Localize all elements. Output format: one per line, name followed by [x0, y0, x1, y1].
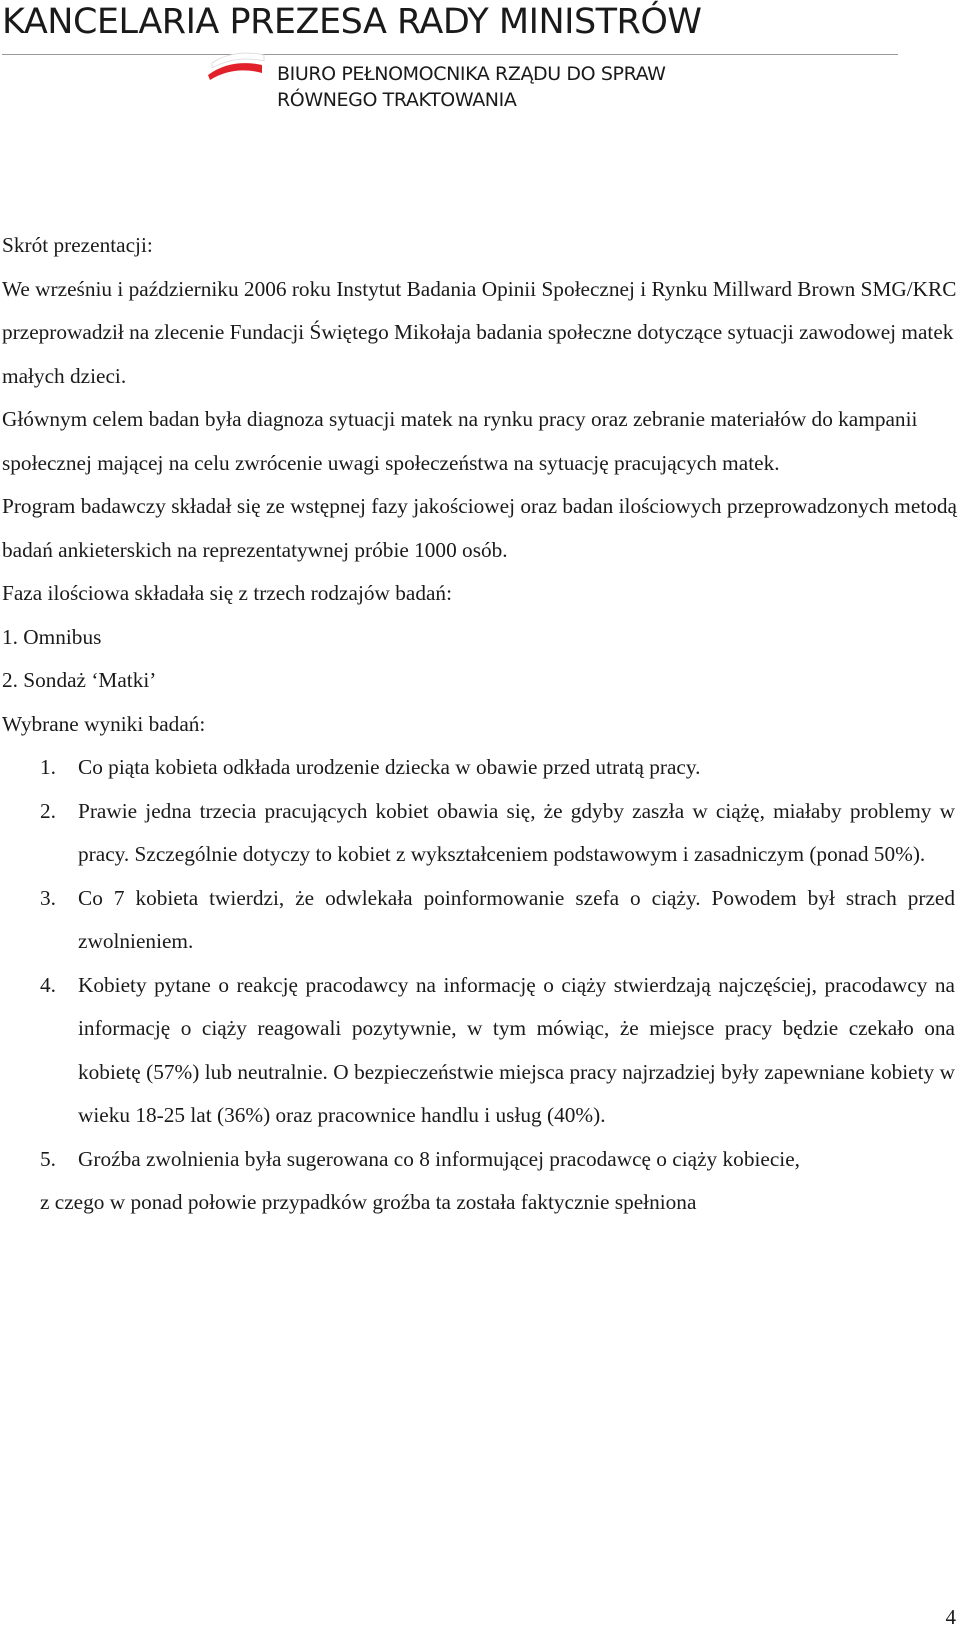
list-number: 4. — [40, 972, 56, 997]
list-item-text: Groźba zwolnienia była sugerowana co 8 informującej pracodawcę o ciąży kobiecie, — [78, 1146, 800, 1171]
list-number: 2. — [40, 798, 56, 823]
list-item-text: Co piąta kobieta odkłada urodzenie dziecka w obawie przed utratą pracy. — [78, 755, 701, 779]
list-item-continuation: z czego w ponad połowie przypadków groźba ta została faktycznie spełniona — [40, 1190, 697, 1214]
page-number: 4 — [945, 1605, 956, 1629]
office-name-line-1: BIURO PEŁNOMOCNIKA RZĄDU DO SPRAW — [277, 63, 666, 85]
header-divider — [2, 54, 898, 55]
list-item — [2, 964, 957, 1138]
intro-paragraph: We wrześniu i październiku 2006 roku Instytut Badania Opinii Społecznej i Rynku Millward Brown SMG/KRC przeprowadził na zlecenie Fundacji Świętego Mikołaja badania społeczne dotyczące sytuacji zawodowej matek małych dzieci. — [2, 276, 957, 388]
phase-item-1: 1. Omnibus — [2, 624, 102, 649]
office-name-line-2: RÓWNEGO TRAKTOWANIA — [277, 89, 517, 111]
results-list — [2, 746, 957, 1181]
program-paragraph: Program badawczy składał się ze wstępnej fazy jakościowej oraz badan ilościowych przeprowadzonych metodą badań ankieterskich na reprezentatywnej próbie 1000 osób. — [2, 494, 957, 562]
list-item — [2, 746, 957, 790]
list-item-text: Co 7 kobieta twierdzi, że odwlekała poinformowanie szefa o ciąży. Powodem był strach przed zwolnieniem. — [78, 885, 955, 953]
summary-heading: Skrót prezentacji: — [2, 233, 153, 257]
flag-logo-icon — [208, 49, 266, 81]
list-item-text: Kobiety pytane o reakcję pracodawcy na informację o ciąży stwierdzają najczęściej, pracodawcy na informację o ciąży reagowali pozytywnie, w tym mówiąc, że miejsce pracy będzie czekało ona kobietę (57%) lub neutralnie. O bezpieczeństwie miejsca pracy najrzadziej były zapewniane kobiety w wieku 18-25 lat (36%) oraz pracownice handlu i usług (40%). — [78, 972, 955, 1127]
list-number: 5. — [40, 1146, 56, 1171]
phase-item-2: 2. Sondaż ‘Matki’ — [2, 668, 157, 692]
list-item — [2, 877, 957, 964]
org-name: KANCELARIA PREZESA RADY MINISTRÓW — [2, 2, 702, 42]
list-item — [2, 1138, 957, 1182]
list-number: 1. — [40, 755, 56, 779]
phase-intro: Faza ilościowa składała się z trzech rodzajów badań: — [2, 581, 453, 605]
goal-paragraph: Głównym celem badan była diagnoza sytuacji matek na rynku pracy oraz zebranie materiałów do kampanii społecznej mającej na celu zwrócenie uwagi społeczeństwa na sytuację pracujących matek. — [2, 407, 918, 475]
list-item — [2, 790, 957, 877]
letterhead — [0, 0, 960, 120]
results-heading: Wybrane wyniki badań: — [2, 711, 206, 736]
document-body — [2, 224, 957, 1225]
list-number: 3. — [40, 885, 56, 910]
list-item-text: Prawie jedna trzecia pracujących kobiet obawia się, że gdyby zaszła w ciążę, miałaby problemy w pracy. Szczególnie dotyczy to kobiet z wykształceniem podstawowym i zasadniczym (ponad 50%). — [78, 798, 955, 866]
